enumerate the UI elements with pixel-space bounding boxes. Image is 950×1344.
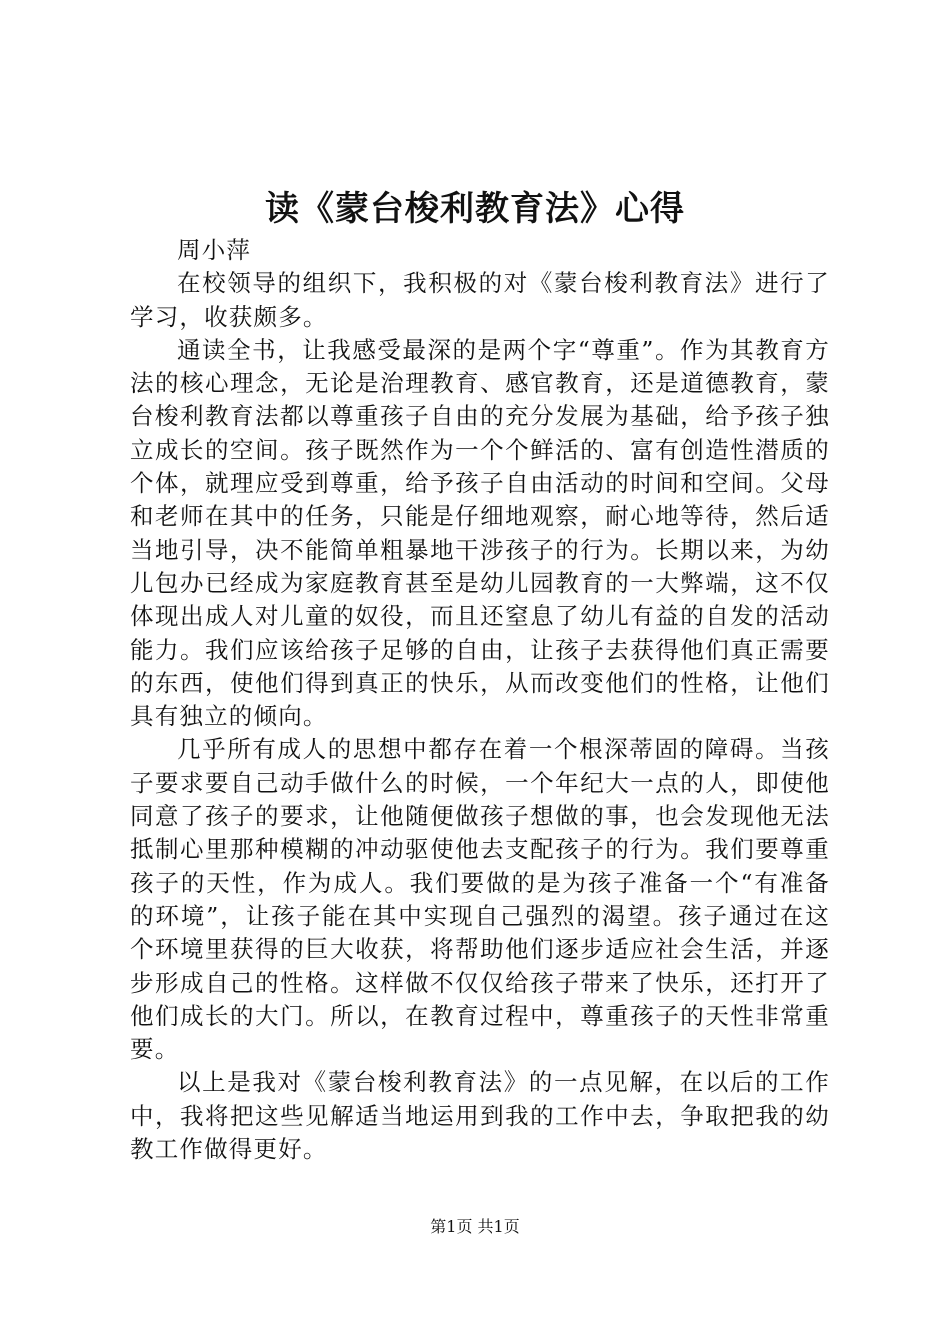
document-title: 读《蒙台梭利教育法》心得 [265, 189, 685, 229]
document-body [130, 234, 830, 1166]
paragraph-intro: 在校领导的组织下，我积极的对《蒙台梭利教育法》进行了学习，收获颇多。 [130, 269, 830, 331]
paragraph-conclusion: 以上是我对《蒙台梭利教育法》的一点见解，在以后的工作中，我将把这些见解适当地运用到我的工作中去，争取把我的幼教工作做得更好。 [130, 1068, 830, 1164]
paragraph-respect: 通读全书，让我感受最深的是两个字“尊重”。作为其教育方法的核心理念，无论是治理教育、感官教育，还是道德教育，蒙台梭利教育法都以尊重孩子自由的充分发展为基础，给予孩子独立成长的空间。孩子既然作为一个个鲜活的、富有创造性潜质的个体，就理应受到尊重，给予孩子自由活动的时间和空间。父母和老师在其中的任务，只能是仔细地观察，耐心地等待，然后适当地引导，决不能简单粗暴地干涉孩子的行为。长期以来，为幼儿包办已经成为家庭教育甚至是幼儿园教育的一大弊端，这不仅体现出成人对儿童的奴役，而且还窒息了幼儿有益的自发的活动能力。我们应该给孩子足够的自由，让孩子去获得他们真正需要的东西，使他们得到真正的快乐，从而改变他们的性格，让他们具有独立的倾向。 [130, 335, 830, 731]
paragraph-environment: 几乎所有成人的思想中都存在着一个根深蒂固的障碍。当孩子要求要自己动手做什么的时候，一个年纪大一点的人，即使他同意了孩子的要求，让他随便做孩子想做的事，也会发现他无法抵制心里那种模糊的冲动驱使他去支配孩子的行为。我们要尊重孩子的天性，作为成人。我们要做的是为孩子准备一个“有准备的环境”，让孩子能在其中实现自己强烈的渴望。孩子通过在这个环境里获得的巨大收获，将帮助他们逐步适应社会生活，并逐步形成自己的性格。这样做不仅仅给孩子带来了快乐，还打开了他们成长的大门。所以，在教育过程中，尊重孩子的天性非常重要。 [130, 735, 830, 1064]
author-name: 周小萍 [177, 236, 252, 264]
page-footer: 第1页 共1页 [430, 1217, 520, 1236]
